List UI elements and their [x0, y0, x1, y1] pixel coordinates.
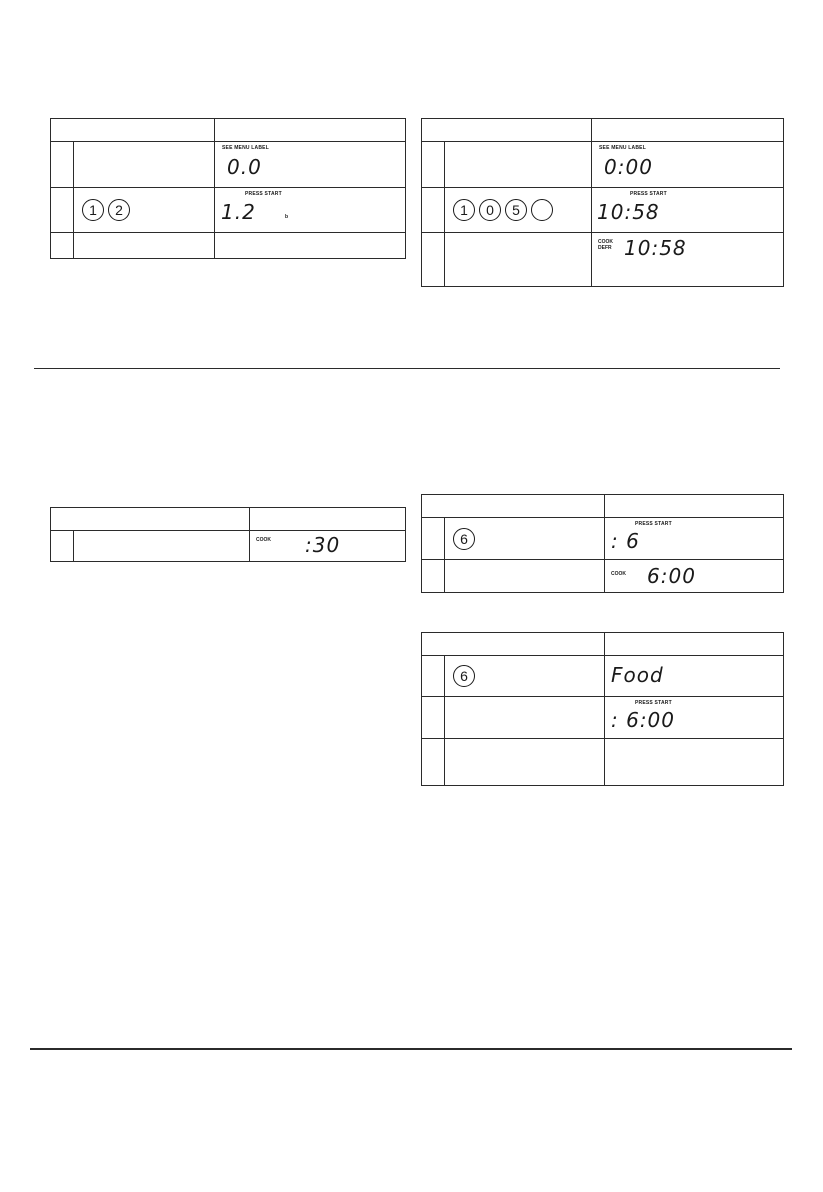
- display-cell: [605, 656, 784, 697]
- lcd-display: 6:00: [647, 564, 696, 588]
- step-table-3: [50, 507, 406, 562]
- display-cell: [605, 739, 784, 786]
- step-number-cell: [422, 518, 445, 560]
- lcd-display: : 6: [611, 529, 640, 553]
- number-button-1[interactable]: 1: [82, 199, 104, 221]
- lcd-display: 0.0: [227, 155, 262, 179]
- header-cell: [592, 119, 784, 142]
- display-cell: [592, 188, 784, 233]
- action-cell: [74, 233, 215, 259]
- display-cell: [605, 560, 784, 593]
- header-cell: [422, 119, 592, 142]
- number-button-6[interactable]: 6: [453, 665, 475, 687]
- lcd-display: 1.2: [221, 200, 256, 224]
- defr-indicator: DEFR: [598, 245, 612, 251]
- step-number-cell: [422, 739, 445, 786]
- action-cell: [74, 531, 250, 562]
- lcd-display: : 6:00: [611, 708, 676, 732]
- unit-indicator: b: [285, 214, 289, 220]
- action-cell: [445, 233, 592, 287]
- step-number-cell: [51, 142, 74, 188]
- number-buttons: [453, 528, 475, 550]
- press-start-label: PRESS START: [635, 521, 672, 527]
- header-cell: [51, 119, 215, 142]
- action-cell: [445, 188, 592, 233]
- cook-indicator: COOK: [611, 571, 626, 577]
- action-cell: [445, 656, 605, 697]
- press-start-label: PRESS START: [245, 191, 282, 197]
- display-cell: [605, 518, 784, 560]
- display-cell: [215, 233, 406, 259]
- action-cell: [445, 142, 592, 188]
- step-number-cell: [422, 697, 445, 739]
- number-button-2[interactable]: 2: [108, 199, 130, 221]
- display-cell: [592, 142, 784, 188]
- number-button-5[interactable]: 5: [505, 199, 527, 221]
- press-start-label: PRESS START: [630, 191, 667, 197]
- header-cell: [215, 119, 406, 142]
- step-number-cell: [422, 142, 445, 188]
- lcd-display: :30: [305, 533, 341, 557]
- action-cell: [445, 518, 605, 560]
- number-button-0[interactable]: 0: [479, 199, 501, 221]
- header-cell: [422, 495, 605, 518]
- header-cell: [605, 633, 784, 656]
- number-button-1[interactable]: 1: [453, 199, 475, 221]
- cook-indicator: COOK: [598, 239, 613, 245]
- see-menu-label: SEE MENU LABEL: [222, 145, 269, 151]
- display-cell: [605, 697, 784, 739]
- step-table-4: [421, 494, 784, 593]
- number-button-6[interactable]: 6: [453, 528, 475, 550]
- blank-button[interactable]: [531, 199, 553, 221]
- number-buttons: [453, 199, 553, 221]
- number-buttons: [82, 199, 130, 221]
- step-number-cell: [422, 560, 445, 593]
- step-number-cell: [51, 531, 74, 562]
- footer-divider: [30, 1048, 792, 1050]
- header-cell: [605, 495, 784, 518]
- action-cell: [74, 142, 215, 188]
- display-cell: [592, 233, 784, 287]
- cook-indicator: COOK: [256, 537, 271, 543]
- section-divider: [34, 368, 780, 369]
- action-cell: [445, 739, 605, 786]
- action-cell: [445, 560, 605, 593]
- header-cell: [51, 508, 250, 531]
- step-table-5: [421, 632, 784, 786]
- display-cell: [250, 531, 406, 562]
- press-start-label: PRESS START: [635, 700, 672, 706]
- step-number-cell: [51, 188, 74, 233]
- number-buttons: [453, 665, 475, 687]
- step-table-2: [421, 118, 784, 287]
- step-number-cell: [51, 233, 74, 259]
- see-menu-label: SEE MENU LABEL: [599, 145, 646, 151]
- display-cell: [215, 188, 406, 233]
- header-cell: [422, 633, 605, 656]
- step-number-cell: [422, 656, 445, 697]
- step-number-cell: [422, 233, 445, 287]
- lcd-display: 10:58: [624, 236, 687, 260]
- display-cell: [215, 142, 406, 188]
- step-table-1: [50, 118, 406, 259]
- lcd-display: 0:00: [604, 155, 653, 179]
- step-number-cell: [422, 188, 445, 233]
- lcd-display: 10:58: [597, 200, 660, 224]
- action-cell: [74, 188, 215, 233]
- action-cell: [445, 697, 605, 739]
- header-cell: [250, 508, 406, 531]
- lcd-display: Food: [611, 663, 664, 687]
